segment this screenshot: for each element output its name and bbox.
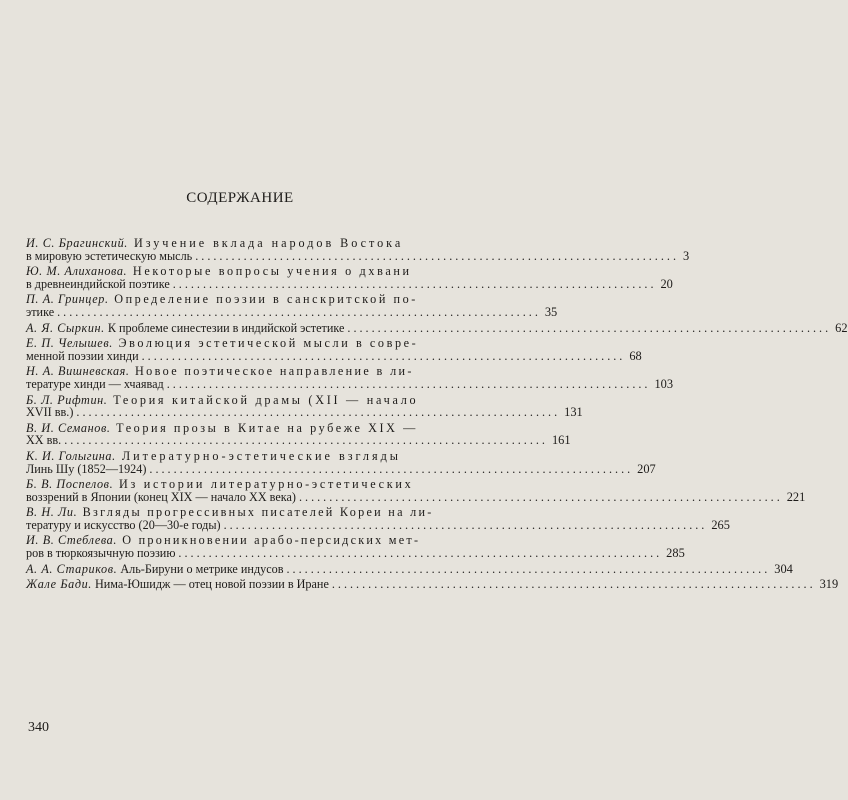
dot-leader: ................................................................................ <box>76 405 561 420</box>
entry-title: этике <box>26 304 55 319</box>
dot-leader: ................................................................................ <box>195 248 679 263</box>
entry-author: А. А. Стариков. <box>26 561 118 576</box>
entry-page-number: 3 <box>682 248 690 263</box>
toc-entry-line <box>26 561 793 576</box>
toc-entry <box>26 505 730 532</box>
dot-leader: ................................................................................ <box>223 517 708 532</box>
entry-author: В. И. Семанов. <box>26 420 111 435</box>
toc-entry-line <box>26 248 690 263</box>
entry-title: менной поэзии хинди <box>26 348 139 363</box>
dot-leader: ................................................................................ <box>64 433 548 448</box>
entry-page-number: 20 <box>660 276 673 291</box>
entry-page-number: 68 <box>629 348 642 363</box>
toc-entry-line <box>26 304 558 319</box>
entry-page-number: 103 <box>654 376 674 391</box>
toc-entry-line <box>26 433 571 448</box>
entry-title: в мировую эстетическую мысль <box>26 248 193 263</box>
entry-author: Ю. М. Алиханова. <box>26 264 128 279</box>
toc-entry-line <box>26 405 583 420</box>
dot-leader: ................................................................................ <box>57 304 541 319</box>
entry-title: Теория прозы в Китае на рубеже XIX — <box>116 420 418 435</box>
toc-entry <box>26 292 558 319</box>
toc-entry-line <box>26 517 730 532</box>
toc-entry-line <box>26 320 848 335</box>
entry-title: К проблеме синестезии в индийской эстетике <box>107 320 345 335</box>
entry-title: О проникновении арабо-персидских мет- <box>122 533 421 548</box>
entry-page-number: 62 <box>835 320 848 335</box>
entry-author: И. В. Стеблева. <box>26 533 117 548</box>
entry-author: К. И. Голыгина. <box>26 448 116 463</box>
entry-title: Линь Шу (1852—1924) <box>26 461 147 476</box>
dot-leader: ................................................................................ <box>286 561 771 576</box>
entry-page-number: 265 <box>711 517 730 532</box>
entry-title: Новое поэтическое направление в ли- <box>135 364 414 379</box>
dot-leader: ................................................................................ <box>149 461 634 476</box>
entry-author: В. Н. Ли. <box>26 505 78 520</box>
entry-title: Нима-Юшидж — отец новой поэзии в Иране <box>94 577 329 592</box>
page-number: 340 <box>28 720 49 735</box>
entry-author: П. А. Гринцер. <box>26 292 109 307</box>
dot-leader: ................................................................................ <box>178 546 663 561</box>
entry-title: Литературно-эстетические взгляды <box>121 448 401 463</box>
entry-page-number: 304 <box>774 561 793 576</box>
toc-entry <box>26 392 583 420</box>
toc-entry <box>26 448 656 476</box>
entry-title: Теория китайской драмы (XII — начало <box>113 392 419 407</box>
toc-entry-line <box>26 489 806 504</box>
entry-author: Е. П. Челышев. <box>26 336 113 351</box>
entry-title: Определение поэзии в санскритской по- <box>114 292 418 307</box>
toc-entry <box>26 264 673 291</box>
entry-page-number: 35 <box>544 304 558 319</box>
entry-page-number: 285 <box>666 546 685 561</box>
entry-title: ров в тюркоязычную поэзию <box>26 546 176 561</box>
dot-leader: ................................................................................ <box>331 577 816 592</box>
entry-title: XX вв. <box>26 433 62 448</box>
entry-title: в древнеиндийской поэтике <box>26 276 170 291</box>
toc-entry <box>26 577 839 592</box>
toc-entry <box>26 236 690 263</box>
entry-author: Б. Л. Рифтин. <box>26 392 108 407</box>
entry-title: Из истории литературно-эстетических <box>118 477 414 492</box>
toc-entry-line <box>26 348 642 363</box>
entry-page-number: 221 <box>786 489 806 504</box>
toc-entry-line <box>26 276 673 291</box>
toc-entry <box>26 364 674 391</box>
entry-title: Взгляды прогрессивных писателей Кореи на ли- <box>82 505 434 520</box>
entry-title: Эволюция эстетической мысли в совре- <box>118 336 419 351</box>
dot-leader: ................................................................................ <box>166 376 651 391</box>
toc-entry-line <box>26 461 656 476</box>
entry-author: Н. А. Вишневская. <box>26 364 130 379</box>
dot-leader: ................................................................................ <box>298 489 783 504</box>
entry-author: Жале Бади. <box>26 577 92 592</box>
entry-page-number: 131 <box>564 405 583 420</box>
dot-leader: ................................................................................ <box>141 348 626 363</box>
table-of-contents <box>26 236 848 594</box>
toc-entry-line <box>26 376 674 391</box>
toc-entry <box>26 336 642 363</box>
entry-title: тературу и искусство (20—30-е годы) <box>26 517 221 532</box>
entry-page-number: 319 <box>819 577 839 592</box>
entry-title: Некоторые вопросы учения о дхвани <box>132 264 412 279</box>
toc-entry-line <box>26 577 839 592</box>
dot-leader: ................................................................................ <box>172 276 657 291</box>
toc-entry <box>26 561 793 576</box>
toc-entry <box>26 420 571 448</box>
entry-title: тературе хинди — хчаявад <box>26 376 164 391</box>
entry-author: А. Я. Сыркин. <box>26 320 105 335</box>
entry-title: воззрений в Японии (конец XIX — начало XX века) <box>26 489 296 504</box>
entry-page-number: 207 <box>637 461 656 476</box>
toc-entry <box>26 533 685 561</box>
entry-page-number: 161 <box>551 433 571 448</box>
entry-author: И. С. Брагинский. <box>26 236 128 250</box>
contents-heading: СОДЕРЖАНИЕ <box>186 190 294 206</box>
entry-title: Изучение вклада народов Востока <box>133 236 404 250</box>
entry-author: Б. В. Поспелов. <box>26 477 114 492</box>
toc-entry-line <box>26 546 685 561</box>
entry-title: XVII вв.) <box>26 405 74 420</box>
dot-leader: ................................................................................ <box>347 320 832 335</box>
toc-entry <box>26 320 848 335</box>
entry-title: Аль-Бируни о метрике индусов <box>120 561 284 576</box>
toc-entry <box>26 477 806 504</box>
